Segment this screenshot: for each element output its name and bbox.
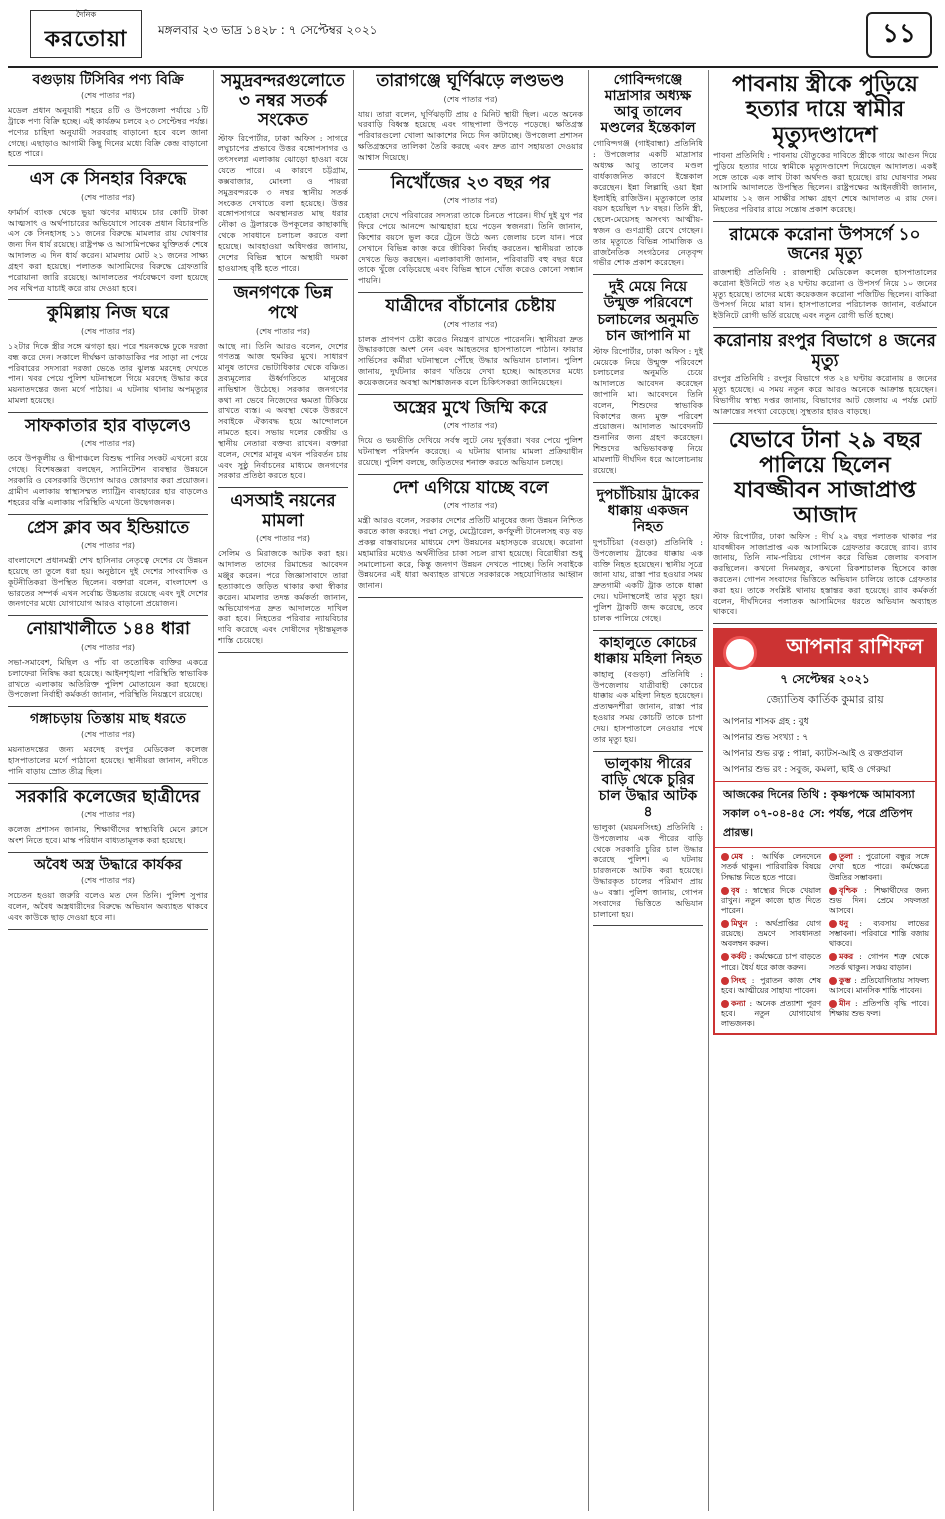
zodiac-sign-text: পুরাতন কাজ শেষ হবে। আত্মীয়ের সাহায্য পাবেন। <box>721 975 821 995</box>
story-divider <box>593 482 703 483</box>
story-headline: নোয়াখালীতে ১৪৪ ধারা <box>26 619 190 640</box>
story-divider <box>8 852 208 853</box>
zodiac-sign-name: মকর <box>839 952 854 962</box>
story-headline: যাত্রীদের বাঁচানোর চেষ্টায় <box>385 296 556 317</box>
news-story <box>713 332 937 416</box>
news-story <box>8 170 208 293</box>
news-story <box>8 711 208 777</box>
zodiac-sign-text: স্বাস্থ্যের দিকে খেয়াল রাখুন। নতুন কাজে হাত দিতে পারেন। <box>721 885 821 915</box>
story-body: যায়। তারা বলেন, ঘূর্ণিঝড়টি প্রায় ৫ মিনিট স্থায়ী ছিল। এতে অনেক ঘরবাড়ি বিধ্বস্ত হয়েছে এবং গাছপালা উপড়ে পড়েছে। ক্ষতিগ্রস্ত পরিবারগুলো খোলা আকাশের নিচে দিন কাটাচ্ছে। উপজেলা প্রশাসন ক্ষতিগ্রস্তদের তালিকা তৈরি করছে এবং দ্রুত ত্রাণ সহায়তা দেওয়ার আশ্বাস দিয়েছে। <box>358 108 583 162</box>
news-story <box>713 428 937 618</box>
story-divider <box>358 597 583 598</box>
story-divider <box>358 292 583 293</box>
zodiac-sign-entry: ধনু : ব্যবসায় লাভের সম্ভাবনা। পরিবারে শান্তি বজায় থাকবে। <box>829 919 929 949</box>
horoscope-title: আপনার রাশিফল <box>786 634 923 659</box>
story-body: দুপচাঁচিয়া (বগুড়া) প্রতিনিধি : উপজেলায় ট্রাকের ধাক্কায় এক ব্যক্তি নিহত হয়েছেন। স্থানীয় সূত্রে জানা যায়, রাস্তা পার হওয়ার সময় দ্রুতগামী একটি ট্রাক তাকে ধাক্কা দেয়। ঘটনাস্থলেই তার মৃত্যু হয়। পুলিশ ট্রাকটি জব্দ করেছে, তবে চালক পালিয়ে গেছে। <box>593 536 703 623</box>
zodiac-sign-text: প্রতিযোগিতায় সাফল্য আসবে। মানসিক শান্তি পাবেন। <box>829 975 929 995</box>
continued-note: (শেষ পাতার পর) <box>443 94 498 104</box>
news-story <box>593 72 703 268</box>
story-divider <box>358 169 583 170</box>
continued-note: (শেষ পাতার পর) <box>443 196 498 206</box>
zodiac-sign-name: মিথুন <box>731 919 748 929</box>
story-headline: গোবিন্দগঞ্জে মাদ্রাসার অধ্যক্ষ আবু তালেব মণ্ডলের ইন্তেকাল <box>600 72 696 137</box>
zodiac-sign-entry: কুম্ভ : প্রতিযোগিতায় সাফল্য আসবে। মানসিক শান্তি পাবেন। <box>829 975 929 995</box>
zodiac-sign-name: তুলা <box>839 852 853 862</box>
zodiac-sign-name: কন্যা <box>731 998 746 1008</box>
story-headline: বগুড়ায় টিসিবির পণ্য বিক্রি <box>32 72 184 88</box>
story-headline: দুই মেয়ে নিয়ে উন্মুক্ত পরিবেশে চলাচলের অনুমতি চান জাপানি মা <box>597 279 699 344</box>
story-body: কলেজ প্রশাসন জানায়, শিক্ষার্থীদের স্বাস্থ্যবিধি মেনে ক্লাসে অংশ নিতে হবে। মাস্ক পরিধান বাধ্যতামূলক করা হয়েছে। <box>8 824 208 846</box>
zodiac-sign-text: প্রতিপত্তি বৃদ্ধি পাবে। শিক্ষায় শুভ ফল। <box>829 998 929 1019</box>
news-story <box>593 756 703 920</box>
story-body: সেলিম ও মিরাজকে আটক করা হয়। আদালত তাদের রিমান্ডের আবেদন মঞ্জুর করেন। পরে জিজ্ঞাসাবাদে তারা হত্যাকাণ্ডে জড়িত থাকার কথা স্বীকার করেন। মামলার তদন্ত কর্মকর্তা জানান, অভিযোগপত্র দ্রুত আদালতে দাখিল করা হবে। নিহতের পরিবার ন্যায়বিচার দাবি করেছে এবং দোষীদের দৃষ্টান্তমূলক শাস্তি চেয়েছে। <box>218 548 348 645</box>
news-story <box>218 492 348 646</box>
news-story <box>8 417 208 508</box>
story-divider <box>593 751 703 752</box>
story-body: রংপুর প্রতিনিধি : রংপুর বিভাগে গত ২৪ ঘণ্টায় করোনায় ৪ জনের মৃত্যু হয়েছে। এ সময় নতুন করে আরও অনেকে আক্রান্ত হয়েছেন। বিভাগীয় স্বাস্থ্য দপ্তর জানায়, বিভাগের আট জেলায় এ পর্যন্ত মোট আক্রান্তের সংখ্যা বেড়েছে। সুস্থতার হারও বাড়ছে। <box>713 373 937 416</box>
story-divider <box>358 474 583 475</box>
zodiac-sign-entry: মকর : গোপন শত্রু থেকে সতর্ক থাকুন। সঞ্চয় বাড়ান। <box>829 952 929 972</box>
column-5 <box>713 70 937 1511</box>
continued-note: (শেষ পাতার পর) <box>255 534 311 544</box>
zodiac-sign-name: কর্কট <box>731 952 747 962</box>
story-headline: সাফকাতার হার বাড়লেও <box>24 415 192 436</box>
story-body: তবে উপকূলীয় ও দ্বীপাঞ্চলে বিশুদ্ধ পানির সংকট এখনো রয়ে গেছে। বিশেষজ্ঞরা বলছেন, স্যানিটেশন ব্যবস্থার উন্নয়নে সরকারি ও বেসরকারি উদ্যোগ আরও জোরদার করা প্রয়োজন। গ্রামীণ এলাকায় স্বাস্থ্যসম্মত ল্যাট্রিন ব্যবহারের হার বাড়লেও শহরের বস্তি এলাকায় পরিস্থিতি এখনো উদ্বেগজনক। <box>8 453 208 507</box>
story-divider <box>8 929 208 930</box>
story-headline: কাহালুতে কোচের ধাক্কায় মহিলা নিহত <box>593 634 703 667</box>
zodiac-sign-entry: কন্যা : অনেক প্রত্যাশা পূরণ হবে। নতুন যোগাযোগ লাভজনক। <box>721 998 821 1029</box>
logo-name: করতোয়া <box>44 27 128 52</box>
story-headline: দেশ এগিয়ে যাচ্ছে বলে <box>392 477 549 498</box>
story-body: স্টাফ রিপোর্টার, ঢাকা অফিস : সাগরে লঘুচাপের প্রভাবে উত্তর বঙ্গোপসাগর ও তৎসংলগ্ন এলাকায় ঝোড়ো হাওয়া বয়ে যেতে পারে। এ কারণে চট্টগ্রাম, কক্সবাজার, মোংলা ও পায়রা সমুদ্রবন্দরকে ৩ নম্বর স্থানীয় সতর্ক সংকেত দেখাতে বলা হয়েছে। উত্তর বঙ্গোপসাগরে অবস্থানরত মাছ ধরার নৌকা ও ট্রলারকে উপকূলের কাছাকাছি থেকে সাবধানে চলাচল করতে বলা হয়েছে। আবহাওয়া অধিদপ্তর জানায়, দেশের বিভিন্ন স্থানে অস্থায়ী দমকা হাওয়াসহ বৃষ্টি হতে পারে। <box>218 132 348 273</box>
news-story <box>593 279 703 475</box>
story-headline: সমুদ্রবন্দরগুলোতে ৩ নম্বর সতর্ক সংকেত <box>221 71 345 131</box>
continued-note: (শেষ পাতার পর) <box>80 192 136 202</box>
story-divider <box>713 221 937 222</box>
story-headline: গঙ্গাচড়ায় তিস্তায় মাছ ধরতে <box>30 711 186 728</box>
story-body: রাজশাহী প্রতিনিধি : রাজশাহী মেডিকেল কলেজ হাসপাতালের করোনা ইউনিটে গত ২৪ ঘণ্টায় করোনা ও উপসর্গ নিয়ে ১০ জনের মৃত্যু হয়েছে। তাদের মধ্যে কয়েকজন করোনা পজিটিভ ছিলেন। বাকিরা উপসর্গ নিয়ে মারা যান। হাসপাতালের পরিচালক জানান, বর্তমানে ইউনিটে রোগী ভর্তি রয়েছে এবং নতুন রোগী ভর্তি হচ্ছে। <box>713 266 937 321</box>
story-divider <box>713 423 937 424</box>
news-story <box>8 519 208 610</box>
zodiac-icon <box>829 1000 837 1008</box>
zodiac-sign-entry: কর্কট : কর্মক্ষেত্রে চাপ বাড়তে পারে। ধৈর্য ধরে কাজ করুন। <box>721 952 821 972</box>
story-body: দিয়ে ও ভয়ভীতি দেখিয়ে সর্বস্ব লুটে নেয় দুর্বৃত্তরা। খবর পেয়ে পুলিশ ঘটনাস্থল পরিদর্শন করেছে। এ ঘটনায় থানায় মামলা প্রক্রিয়াধীন রয়েছে। পুলিশ বলছে, জড়িতদের শনাক্ত করতে অভিযান চলছে। <box>358 435 583 467</box>
horoscope-meta-line: আপনার শুভ রত্ন : পান্না, ক্যাটস-আই ও রক্তপ্রবাল <box>723 749 903 760</box>
horoscope-meta-line: আপনার শাসক গ্রহ : বুধ <box>723 717 809 728</box>
story-body: মন্ত্রী আরও বলেন, সরকার দেশের প্রতিটি মানুষের জন্য উন্নয়ন নিশ্চিত করতে কাজ করছে। পদ্মা সেতু, মেট্রোরেল, কর্ণফুলী টানেলসহ বড় বড় প্রকল্প বাস্তবায়নের মাধ্যমে দেশ উন্নয়নের মহাসড়কে রয়েছে। করোনা মহামারির মধ্যেও অর্থনীতির চাকা সচল রাখা হয়েছে। বিরোধীরা শুধু সমালোচনা করে, কিন্তু জনগণ উন্নয়ন দেখতে পাচ্ছে। তিনি সবাইকে উন্নয়নের এই ধারা অব্যাহত রাখতে সরকারকে সহযোগিতার আহ্বান জানান। <box>358 515 583 591</box>
news-story <box>8 304 208 406</box>
story-headline: অস্ত্রের মুখে জিম্মি করে <box>393 397 548 418</box>
story-divider <box>8 514 208 515</box>
news-story <box>358 174 583 286</box>
zodiac-icon <box>829 920 837 928</box>
story-body: সভা-সমাবেশ, মিছিল ও পাঁচ বা ততোধিক ব্যক্তির একত্রে চলাফেরা নিষিদ্ধ করা হয়েছে। আইনশৃঙ্খলা পরিস্থিতি স্বাভাবিক রাখতে এলাকায় অতিরিক্ত পুলিশ মোতায়েন করা হয়েছে। উপজেলা নির্বাহী কর্মকর্তা জানান, পরিস্থিতি নিয়ন্ত্রণে রয়েছে। <box>8 656 208 700</box>
story-headline: দুপচাঁচিয়ায় ট্রাকের ধাক্কায় একজন নিহত <box>596 486 700 535</box>
masthead <box>8 6 938 68</box>
story-headline: এসআই নয়নের মামলা <box>230 491 336 531</box>
story-headline: রামেকে করোনা উপসর্গে ১০ জনের মৃত্যু <box>729 224 921 265</box>
horoscope-meta <box>715 714 935 777</box>
story-headline: অবৈধ অস্ত্র উদ্ধারে কার্যকর <box>34 856 182 873</box>
news-story <box>358 399 583 468</box>
story-headline: পাবনায় স্ত্রীকে পুড়িয়ে হত্যার দায়ে স্বামীর মৃত্যুদণ্ডাদেশ <box>732 72 918 148</box>
zodiac-sign-name: মেষ <box>731 852 743 862</box>
story-divider <box>8 615 208 616</box>
zodiac-icon <box>829 977 837 985</box>
zodiac-sign-entry: বৃশ্চিক : শিক্ষার্থীদের জন্য শুভ দিন। প্রেমে সফলতা আসবে। <box>829 885 929 915</box>
news-story <box>358 297 583 388</box>
story-divider <box>593 925 703 926</box>
continued-note: (শেষ পাতার পর) <box>80 642 136 652</box>
horoscope-box <box>713 628 937 1035</box>
zodiac-icon <box>721 853 729 861</box>
story-headline: ভালুকায় পীরের বাড়ি থেকে চুরির চাল উদ্ধার আটক ৪ <box>598 755 698 820</box>
story-divider <box>593 274 703 275</box>
story-divider <box>358 394 583 395</box>
zodiac-icon <box>721 977 729 985</box>
horoscope-header <box>715 630 935 667</box>
horoscope-signs <box>715 848 935 1033</box>
story-headline: প্রেস ক্লাব অব ইন্ডিয়াতে <box>26 517 190 538</box>
zodiac-icon <box>721 920 729 928</box>
horoscope-meta-line: আপনার শুভ সংখ্যা : ৭ <box>723 733 809 744</box>
continued-note: (শেষ পাতার পর) <box>80 91 136 101</box>
column-divider <box>708 70 709 1511</box>
zodiac-sign-entry: মিথুন : অর্থপ্রাপ্তির যোগ রয়েছে। ভ্রমণে সাবধানতা অবলম্বন করুন। <box>721 919 821 949</box>
story-headline: কুমিল্লায় নিজ ঘরে <box>47 303 169 324</box>
story-body: কাহালু (বগুড়া) প্রতিনিধি : উপজেলায় যাত্রীবাহী কোচের ধাক্কায় এক মহিলা নিহত হয়েছেন। প্রত্যক্ষদর্শীরা জানান, রাস্তা পার হওয়ার সময় কোচটি তাকে চাপা দেয়। হাসপাতালে নেওয়ার পথে তার মৃত্যু হয়। <box>593 668 703 744</box>
continued-note: (শেষ পাতার পর) <box>80 730 136 740</box>
zodiac-sign-text: আর্থিক লেনদেনে সতর্ক থাকুন। পারিবারিক বিষয়ে সিদ্ধান্ত নিতে হতে পারে। <box>721 852 821 882</box>
column-divider <box>353 70 354 1511</box>
zodiac-icon <box>829 853 837 861</box>
zodiac-sign-entry: মীন : প্রতিপত্তি বৃদ্ধি পাবে। শিক্ষায় শুভ ফল। <box>829 998 929 1019</box>
story-body: চেহারা দেখে পরিবারের সদস্যরা তাকে চিনতে পারেন। দীর্ঘ দুই যুগ পর ফিরে পেয়ে আনন্দে আত্মহারা হয়ে পড়েন স্বজনরা। তিনি জানান, কিশোর বয়সে ভুল করে ট্রেনে উঠে অন্য জেলায় চলে যান। পরে সেখানে বিভিন্ন কাজ করে জীবিকা নির্বাহ করতেন। স্থানীয়রা তাকে দেখতে ভিড় করছেন। এলাকাবাসী জানান, পরিবারটি বহু বছর ধরে তাকে খুঁজে বেড়িয়েছে এবং বিভিন্ন স্থানে খোঁজ করেও কোনো সন্ধান পায়নি। <box>358 210 583 286</box>
zodiac-sign-text: কর্মক্ষেত্রে চাপ বাড়তে পারে। ধৈর্য ধরে কাজ করুন। <box>721 952 821 972</box>
continued-note: (শেষ পাতার পর) <box>443 319 498 329</box>
zodiac-sign-text: ব্যবসায় লাভের সম্ভাবনা। পরিবারে শান্তি বজায় থাকবে। <box>829 919 929 949</box>
news-story <box>8 620 208 700</box>
story-divider <box>713 327 937 328</box>
zodiac-sign-text: গোপন শত্রু থেকে সতর্ক থাকুন। সঞ্চয় বাড়ান। <box>829 952 929 972</box>
zodiac-sign-name: কুম্ভ <box>839 975 851 985</box>
story-divider <box>713 623 937 624</box>
story-divider <box>218 279 348 280</box>
zodiac-sign-entry: মেষ : আর্থিক লেনদেনে সতর্ক থাকুন। পারিবারিক বিষয়ে সিদ্ধান্ত নিতে হতে পারে। <box>721 852 821 882</box>
news-story <box>713 226 937 321</box>
story-headline: যেভাবে টানা ২৯ বছর পালিয়ে ছিলেন যাবজ্জীবন সাজাপ্রাপ্ত আজাদ <box>728 427 922 529</box>
continued-note: (শেষ পাতার পর) <box>80 541 136 551</box>
story-headline: তারাগঞ্জে ঘূর্ণিঝড়ে লণ্ডভণ্ড <box>376 71 565 91</box>
zodiac-icon <box>829 887 837 895</box>
story-body: ফার্মার্স ব্যাংক থেকে ভুয়া ঋণের মাধ্যমে চার কোটি টাকা আত্মসাৎ ও অর্থপাচারের অভিযোগে সাবেক প্রধান বিচারপতি এস কে সিনহাসহ ১১ জনের বিরুদ্ধে মামলার রায় ঘোষণার জন্য দিন ধার্য রয়েছে। রাষ্ট্রপক্ষ ও আসামিপক্ষের যুক্তিতর্ক শেষে আদালত এ দিন ধার্য করেন। মামলায় মোট ২১ জনের সাক্ষ্য গ্রহণ করা হয়েছে। পলাতক আসামিদের বিরুদ্ধে গ্রেফতারি পরোয়ানা জারি রয়েছে। আদালতের পর্যবেক্ষণে বলা হয়েছে সব নথিপত্র যাচাই করে রায় দেওয়া হবে। <box>8 206 208 293</box>
news-story <box>713 72 937 215</box>
newspaper-logo <box>30 10 142 58</box>
news-story <box>8 788 208 846</box>
zodiac-icon <box>721 1000 729 1008</box>
zodiac-sign-name: বৃশ্চিক <box>839 885 858 895</box>
zodiac-sign-text: অনেক প্রত্যাশা পূরণ হবে। নতুন যোগাযোগ লাভজনক। <box>721 998 821 1029</box>
story-body: আছে না। তিনি আরও বলেন, দেশের গণতন্ত্র আজ হুমকির মুখে। সাধারণ মানুষ তাদের ভোটাধিকার থেকে বঞ্চিত। দ্রব্যমূল্যের ঊর্ধ্বগতিতে মানুষের নাভিশ্বাস উঠেছে। সরকার জনগণের কথা না ভেবে নিজেদের ক্ষমতা টিকিয়ে রাখতে ব্যস্ত। এ অবস্থা থেকে উত্তরণে সবাইকে ঐক্যবদ্ধ হয়ে আন্দোলনে নামতে হবে। সভায় দলের কেন্দ্রীয় ও স্থানীয় নেতারা বক্তব্য রাখেন। বক্তারা বলেন, দেশের মানুষ এখন পরিবর্তন চায় এবং সুষ্ঠু নির্বাচনের মাধ্যমে জনগণের সরকার প্রতিষ্ঠা করতে হবে। <box>218 340 348 481</box>
column-divider <box>588 70 589 1511</box>
story-headline: করোনায় রংপুর বিভাগে ৪ জনের মৃত্যু <box>714 331 936 371</box>
story-divider <box>593 630 703 631</box>
story-headline: এস কে সিনহার বিরুদ্ধে <box>29 169 187 190</box>
story-headline: জনগণকে ভিন্ন পথে <box>233 283 333 323</box>
continued-note: (শেষ পাতার পর) <box>80 810 136 820</box>
continued-note: (শেষ পাতার পর) <box>80 326 136 336</box>
horoscope-author: জ্যোতিষ কার্তিক কুমার রায় <box>766 693 884 707</box>
news-story <box>593 635 703 745</box>
news-story <box>218 284 348 481</box>
story-body: গোবিন্দগঞ্জ (গাইবান্ধা) প্রতিনিধি : উপজেলার একটি মাদ্রাসার অধ্যক্ষ আবু তালেব মণ্ডল বার্ধক্যজনিত কারণে ইন্তেকাল করেছেন। ইন্না লিল্লাহি ওয়া ইন্না ইলাইহি রাজিউন। মৃত্যুকালে তার বয়স হয়েছিল ৭৮ বছর। তিনি স্ত্রী, ছেলে-মেয়েসহ অসংখ্য আত্মীয়-স্বজন ও গুণগ্রাহী রেখে গেছেন। তার মৃত্যুতে বিভিন্ন সামাজিক ও রাজনৈতিক সংগঠনের নেতৃবৃন্দ গভীর শোক প্রকাশ করেছেন। <box>593 138 703 268</box>
story-divider <box>8 412 208 413</box>
news-story <box>593 487 703 624</box>
column-4 <box>593 70 703 1511</box>
story-body: মডেল প্রধান অনুযায়ী শহরে ৪টি ও উপজেলা পর্যায়ে ১টি ট্রাকে পণ্য বিক্রি হচ্ছে। এই কার্যক্রম চলবে ২৩ সেপ্টেম্বর পর্যন্ত। পণ্যের চাহিদা অনুযায়ী সরবরাহ বাড়ানো হবে বলে জানা গেছে। এছাড়াও আগামী কিছু দিনের মধ্যে বিক্রি কেন্দ্র বাড়ানো হতে পারে। <box>8 105 208 159</box>
story-divider <box>8 783 208 784</box>
column-divider <box>213 70 214 1511</box>
zodiac-sign-text: পুরোনো বন্ধুর সঙ্গে দেখা হতে পারে। কর্মক্ষেত্রে উন্নতির সম্ভাবনা। <box>829 852 929 882</box>
story-headline: নিখোঁজের ২৩ বছর পর <box>390 172 551 193</box>
continued-note: (শেষ পাতার পর) <box>80 439 136 449</box>
story-body: ১২টার দিকে স্ত্রীর সঙ্গে ঝগড়া হয়। পরে শয়নকক্ষে ঢুকে দরজা বন্ধ করে দেন। সকালে দীর্ঘক্ষণ ডাকাডাকির পর সাড়া না পেয়ে পরিবারের সদস্যরা দরজা ভেঙে তার ঝুলন্ত মরদেহ দেখতে পান। খবর পেয়ে পুলিশ ঘটনাস্থলে গিয়ে মরদেহ উদ্ধার করে ময়নাতদন্তের জন্য মর্গে পাঠায়। এ ঘটনায় থানায় অপমৃত্যুর মামলা হয়েছে। <box>8 340 208 406</box>
dateline: মঙ্গলবার ২৩ ভাদ্র ১৪২৮ : ৭ সেপ্টেম্বর ২০২১ <box>158 23 378 37</box>
story-body: বাংলাদেশে প্রধানমন্ত্রী শেখ হাসিনার নেতৃত্বে দেশের যে উন্নয়ন হয়েছে তা তুলে ধরা হয়। অনুষ্ঠানে দুই দেশের সাংবাদিক ও কূটনীতিকরা উপস্থিত ছিলেন। বক্তারা বলেন, বাংলাদেশ ও ভারতের সম্পর্ক এখন সর্বোচ্চ উচ্চতায় রয়েছে এবং দুই দেশের জনগণের মধ্যে যোগাযোগ আরও বাড়ানো প্রয়োজন। <box>8 555 208 609</box>
news-story <box>358 72 583 163</box>
column-1 <box>8 70 208 1511</box>
story-divider <box>8 706 208 707</box>
story-divider <box>8 299 208 300</box>
story-body: পাবনা প্রতিনিধি : পাবনায় যৌতুকের দাবিতে স্ত্রীকে গায়ে আগুন দিয়ে পুড়িয়ে হত্যার দায়ে স্বামীকে মৃত্যুদণ্ডাদেশ দিয়েছেন আদালত। একই সঙ্গে তাকে এক লাখ টাকা অর্থদণ্ড করা হয়েছে। রায় ঘোষণার সময় আসামি আদালতে উপস্থিত ছিলেন। রাষ্ট্রপক্ষের আইনজীবী জানান, মামলায় ১২ জন সাক্ষীর সাক্ষ্য গ্রহণ শেষে আদালত এ রায় দেন। নিহতের পরিবার রায়ে সন্তোষ প্রকাশ করেছে। <box>713 149 937 215</box>
page-number: ১১ <box>866 12 932 58</box>
column-2 <box>218 70 348 1511</box>
zodiac-sign-name: সিংহ <box>731 975 746 985</box>
story-divider <box>218 487 348 488</box>
news-story <box>358 479 583 591</box>
horoscope-today: আজকের দিনের তিথি : কৃষ্ণপক্ষে আমাবস্যা সকাল ০৭-০৪-৪৫ সে: পর্যন্ত, পরে প্রতিপদ প্রারম্ভ। <box>715 781 935 848</box>
horoscope-date: ৭ সেপ্টেম্বর ২০২১ <box>780 672 870 687</box>
story-divider <box>8 165 208 166</box>
zodiac-icon <box>721 887 729 895</box>
column-3 <box>358 70 583 1511</box>
story-body: সচেতন হওয়া জরুরি বলেও মত দেন তিনি। পুলিশ সুপার বলেন, অবৈধ অস্ত্রধারীদের বিরুদ্ধে অভিযান অব্যাহত থাকবে এবং কাউকে ছাড় দেওয়া হবে না। <box>8 890 208 922</box>
continued-note: (শেষ পাতার পর) <box>255 326 311 336</box>
continued-note: (শেষ পাতার পর) <box>443 421 498 431</box>
story-body: স্টাফ রিপোর্টার, ঢাকা অফিস : দুই মেয়েকে নিয়ে উন্মুক্ত পরিবেশে চলাচলের অনুমতি চেয়ে আদালতে আবেদন করেছেন জাপানি মা। আবেদনে তিনি বলেন, শিশুদের স্বাভাবিক বিকাশের জন্য মুক্ত পরিবেশ প্রয়োজন। আদালত আবেদনটি শুনানির জন্য গ্রহণ করেছেন। শিশুদের অভিভাবকত্ব নিয়ে মামলাটি দীর্ঘদিন ধরে আলোচনায় রয়েছে। <box>593 345 703 475</box>
zodiac-sign-text: অর্থপ্রাপ্তির যোগ রয়েছে। ভ্রমণে সাবধানতা অবলম্বন করুন। <box>721 919 821 949</box>
continued-note: (শেষ পাতার পর) <box>80 876 136 886</box>
zodiac-sign-entry: তুলা : পুরোনো বন্ধুর সঙ্গে দেখা হতে পারে। কর্মক্ষেত্রে উন্নতির সম্ভাবনা। <box>829 852 929 882</box>
logo-tagline: দৈনিক <box>75 10 97 19</box>
zodiac-sign-name: ধনু <box>839 919 849 929</box>
story-body: চালক প্রাণপণ চেষ্টা করেও নিয়ন্ত্রণ রাখতে পারেননি। স্থানীয়রা দ্রুত উদ্ধারকাজে অংশ নেন এবং আহতদের হাসপাতালে পাঠান। ফায়ার সার্ভিসের কর্মীরা ঘটনাস্থলে পৌঁছে উদ্ধার অভিযান চালান। পুলিশ জানায়, দুর্ঘটনার কারণ খতিয়ে দেখা হচ্ছে। আহতদের মধ্যে কয়েকজনের অবস্থা আশঙ্কাজনক বলে চিকিৎসকরা জানিয়েছেন। <box>358 333 583 387</box>
story-headline: সরকারি কলেজের ছাত্রীদের <box>16 786 200 807</box>
zodiac-sign-name: বৃষ <box>731 885 740 895</box>
zodiac-sign-text: শিক্ষার্থীদের জন্য শুভ দিন। প্রেমে সফলতা আসবে। <box>829 885 929 915</box>
story-body: ভালুকা (ময়মনসিংহ) প্রতিনিধি : উপজেলায় এক পীরের বাড়ি থেকে সরকারি চুরির চাল উদ্ধার করেছে পুলিশ। এ ঘটনায় চারজনকে আটক করা হয়েছে। উদ্ধারকৃত চালের পরিমাণ প্রায় ৬০ বস্তা। পুলিশ জানায়, গোপন সংবাদের ভিত্তিতে অভিযান চালানো হয়। <box>593 821 703 919</box>
zodiac-sign-name: মীন <box>839 998 851 1008</box>
zodiac-sign-entry: বৃষ : স্বাস্থ্যের দিকে খেয়াল রাখুন। নতুন কাজে হাত দিতে পারেন। <box>721 885 821 915</box>
zodiac-icon <box>829 953 837 961</box>
sun-icon <box>723 636 757 670</box>
story-divider <box>218 652 348 653</box>
continued-note: (শেষ পাতার পর) <box>443 501 498 511</box>
story-body: ময়নাতদন্তের জন্য মরদেহ রংপুর মেডিকেল কলেজ হাসপাতালের মর্গে পাঠানো হয়েছে। স্থানীয়রা জানান, নদীতে পানি বাড়ায় স্রোত তীব্র ছিল। <box>8 744 208 776</box>
zodiac-sign-entry: সিংহ : পুরাতন কাজ শেষ হবে। আত্মীয়ের সাহায্য পাবেন। <box>721 975 821 995</box>
news-story <box>8 857 208 923</box>
horoscope-meta-line: আপনার শুভ রং : সবুজ, কমলা, ছাই ও গেরুয়া <box>723 765 891 776</box>
news-story <box>8 72 208 159</box>
news-story <box>218 72 348 273</box>
zodiac-icon <box>721 953 729 961</box>
story-body: স্টাফ রিপোর্টার, ঢাকা অফিস : দীর্ঘ ২৯ বছর পলাতক থাকার পর যাবজ্জীবন সাজাপ্রাপ্ত এক আসামিকে গ্রেফতার করেছে র‍্যাব। র‍্যাব জানায়, তিনি নাম-পরিচয় গোপন করে বিভিন্ন জেলায় বসবাস করছিলেন। কখনো দিনমজুর, কখনো রিকশাচালক হিসেবে কাজ করতেন। গোপন সংবাদের ভিত্তিতে অভিযান চালিয়ে তাকে গ্রেফতার করা হয়। তাকে সংশ্লিষ্ট থানায় হস্তান্তর করা হয়েছে। র‍্যাব কর্মকর্তা বলেন, দীর্ঘদিনের পলাতক আসামিদের ধরতে অভিযান অব্যাহত থাকবে। <box>713 530 937 617</box>
